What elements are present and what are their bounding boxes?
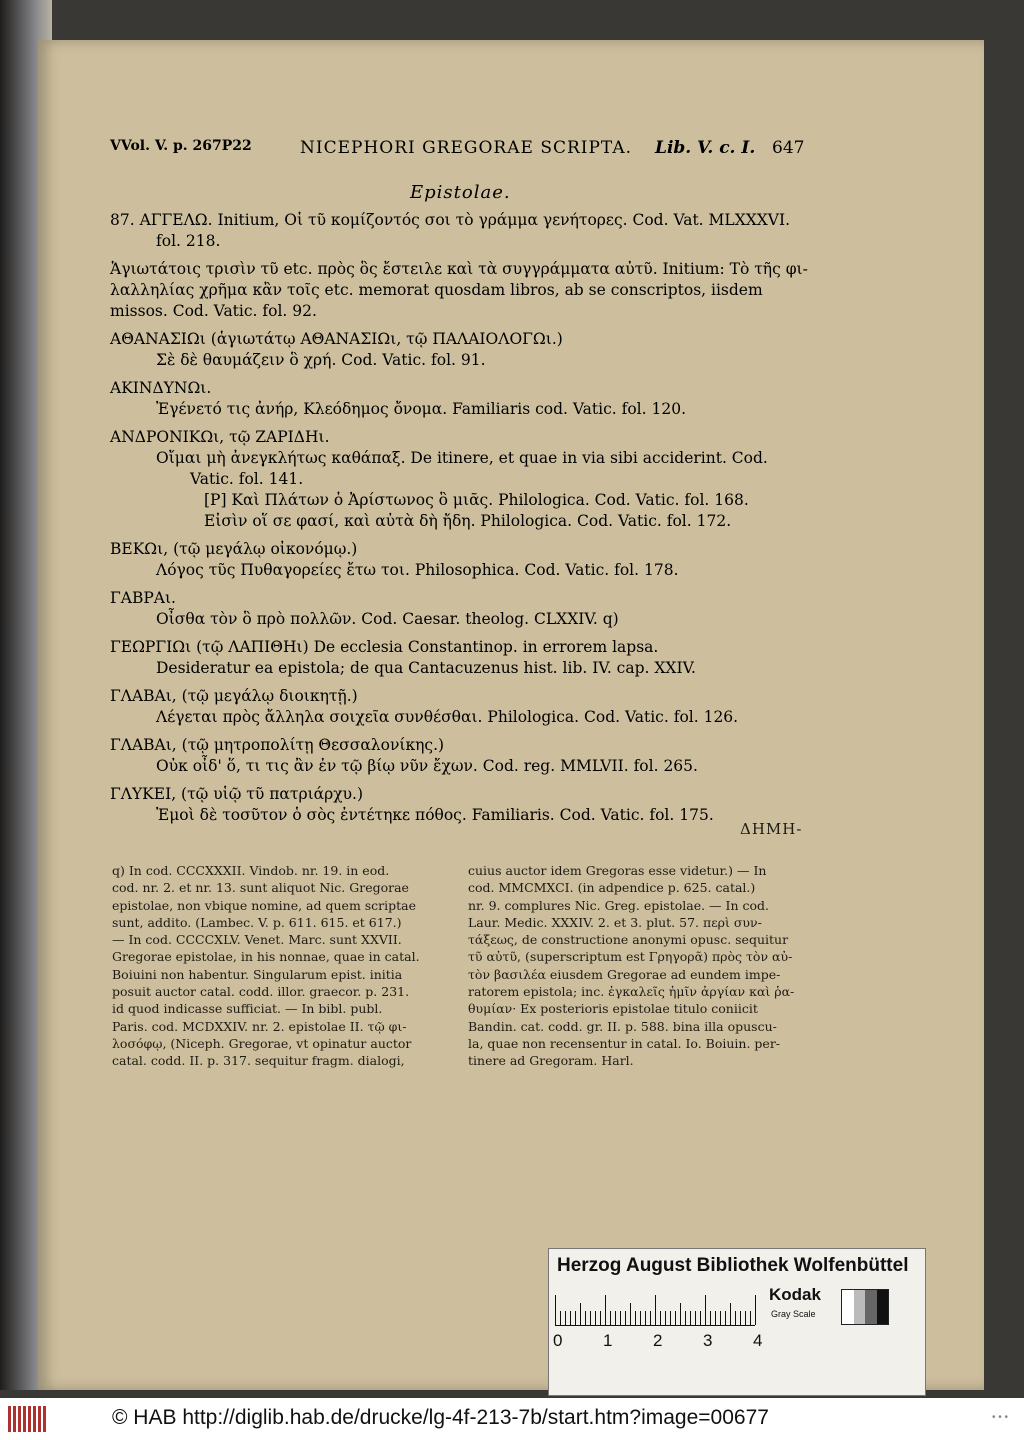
ruler-tick [645, 1311, 646, 1325]
letter-entry [110, 588, 810, 630]
letter-entry [110, 210, 810, 252]
letter-entry [110, 784, 810, 826]
entry-line: Λέγεται πρὸς ἄλληλα σοιχεῖα συνθέσθαι. Philologica. Cod. Vatic. fol. 126. [156, 708, 739, 726]
ruler-tick [750, 1311, 751, 1325]
entry-line: Vatic. fol. 141. [190, 470, 304, 488]
footnote-line: posuit auctor catal. codd. illor. graecor. p. 231. [112, 984, 410, 1000]
ruler-tick [735, 1311, 736, 1325]
dots-icon: • • • [991, 1412, 1008, 1423]
ruler-tick [660, 1311, 661, 1325]
footnote-line: τῦ αὐτῦ, (superscriptum est Γρηγορᾶ) πρὸς τὸν αὐ- [468, 949, 793, 965]
ruler-tick [685, 1311, 686, 1325]
entry-line: ΑΘΑΝΑΣΙΩι (ἁγιωτάτῳ ΑΘΑΝΑΣΙΩι, τῷ ΠΑΛΑΙΟΛΟΓΩι.) [110, 330, 563, 348]
ruler-tick [640, 1311, 641, 1325]
footnote-line: ratorem epistola; inc. ἐγκαλεῖς ἡμῖν ἀργίαν καὶ ῥα- [468, 984, 795, 1000]
ruler-tick [655, 1295, 656, 1325]
ruler-tick [605, 1295, 606, 1325]
footnote-line: id quod indicasse sufficiat. — In bibl. publ. [112, 1001, 383, 1017]
entry-line: Σὲ δὲ θαυμάζειν ὃ χρή. Cod. Vatic. fol. 91. [156, 351, 486, 369]
scale-number: 4 [753, 1331, 763, 1350]
entry-line: Ἐγένετό τις ἀνήρ, Κλεόδημος ὄνομα. Familiaris cod. Vatic. fol. 120. [156, 400, 686, 418]
footnote-line: Gregorae epistolae, in his nonnae, quae in catal. [112, 949, 420, 965]
letter-entry [110, 735, 810, 777]
ruler-tick [610, 1311, 611, 1325]
ruler-tick [730, 1303, 731, 1325]
ruler-tick [710, 1311, 711, 1325]
entry-line: ΒΕΚΩι, (τῷ μεγάλῳ οἰκονόμῳ.) [110, 540, 358, 558]
ruler-tick [705, 1295, 706, 1325]
footnote-line: la, quae non recensentur in catal. Io. Boiuin. per- [468, 1035, 781, 1051]
letter-entry [110, 686, 810, 728]
scale-number: 3 [703, 1331, 713, 1350]
footnote-line: q) In cod. CCCXXXII. Vindob. nr. 19. in eod. [112, 863, 390, 878]
entry-line: ΓΛΥΚΕΙ, (τῷ υἱῷ τῦ πατριάρχυ.) [110, 785, 364, 803]
entry-line: [P] Καὶ Πλάτων ὁ Ἀρίστωνος ὃ μιᾶς. Philologica. Cod. Vatic. fol. 168. [204, 491, 749, 509]
entry-line: ΓΛΑΒΑι, (τῷ μητροπολίτῃ Θεσσαλονίκης.) [110, 736, 445, 754]
footnote-line: epistolae, non vbique nomine, ad quem scriptae [112, 897, 417, 913]
ruler-tick [720, 1311, 721, 1325]
volume-reference: VVol. V. p. 267P22 [110, 138, 252, 154]
ruler-tick [615, 1311, 616, 1325]
footnote-line: nr. 9. complures Nic. Greg. epistolae. — In cod. [468, 897, 769, 913]
ruler-tick [700, 1311, 701, 1325]
entry-line: ΓΕΩΡΓΙΩι (τῷ ΛΑΠΙΘΗι) De ecclesia Constantinop. in errorem lapsa. [110, 638, 659, 656]
entry-line: Εἰσὶν οἵ σε φασί, καὶ αὐτὰ δὴ ἤδη. Philologica. Cod. Vatic. fol. 172. [204, 512, 732, 530]
footnote-line: cod. nr. 2. et nr. 13. sunt aliquot Nic. Gregorae [112, 880, 409, 896]
ruler-tick [580, 1303, 581, 1325]
ruler-tick [695, 1311, 696, 1325]
entry-line: ΑΝΔΡΟΝΙΚΩι, τῷ ΖΑΡΙΔΗι. [110, 428, 330, 446]
ruler-tick [575, 1311, 576, 1325]
ruler-tick [665, 1311, 666, 1325]
footnote-line: — In cod. CCCCXLV. Venet. Marc. sunt XXVII. [112, 932, 402, 948]
entry-line: Desideratur ea epistola; de qua Cantacuzenus hist. lib. IV. cap. XXIV. [156, 659, 696, 677]
ruler-tick [715, 1311, 716, 1325]
scale-number: 1 [603, 1331, 613, 1350]
entry-line: Ἐμοὶ δὲ τοσῦτον ὁ σὸς ἐντέτηκε πόθος. Familiaris. Cod. Vatic. fol. 175. [156, 806, 714, 824]
footnote-column-left [112, 862, 456, 1070]
footnote-line: cuius auctor idem Gregoras esse videtur.) — In [468, 863, 767, 878]
running-header [110, 138, 810, 168]
footnote-line: τάξεως, de constructione anonymi opusc. sequitur [468, 932, 789, 948]
entry-line: missos. Cod. Vatic. fol. 92. [110, 302, 317, 320]
ruler-tick [565, 1311, 566, 1325]
gray-scale-label: Gray Scale [771, 1309, 816, 1319]
ruler-tick [560, 1311, 561, 1325]
footnote-line: Bandin. cat. codd. gr. II. p. 588. bina illa opuscu- [468, 1018, 777, 1034]
footnote-line: λοσόφῳ, (Niceph. Gregorae, vt opinatur auctor [112, 1035, 412, 1051]
book-chapter: Lib. V. c. I. [655, 138, 756, 158]
footnote-line: tinere ad Gregoram. Harl. [468, 1053, 634, 1069]
letter-entry [110, 378, 810, 420]
ruler-tick [620, 1311, 621, 1325]
footnote-line: cod. MMCMXCI. (in adpendice p. 625. catal.) [468, 880, 756, 896]
ruler-tick [570, 1311, 571, 1325]
ruler-tick [670, 1311, 671, 1325]
footnote-line: Paris. cod. MCDXXIV. nr. 2. epistolae II. τῷ φι- [112, 1018, 407, 1034]
letter-entry [110, 259, 810, 322]
page-number: 647 [772, 138, 805, 158]
scale-number: 0 [553, 1331, 563, 1350]
entry-line: ΓΑΒΡΑι. [110, 589, 176, 607]
ruler-tick [755, 1295, 756, 1325]
hab-logo-icon [8, 1406, 48, 1432]
copyright-url[interactable]: © HAB http://diglib.hab.de/drucke/lg-4f-213-7b/start.htm?image=00677 [112, 1406, 769, 1429]
entry-line: λαλληλίας χρῆμα κἂν τοῖς etc. memorat quosdam libros, ab se conscriptos, iisdem [110, 281, 763, 299]
footnote-line: catal. codd. II. p. 317. sequitur fragm. dialogi, [112, 1053, 405, 1069]
ruler-tick [555, 1295, 556, 1325]
entry-line: Ἁγιωτάτοις τρισὶν τῦ etc. πρὸς ὃς ἔστειλε καὶ τὰ συγγράμματα αὐτῦ. Initium: Τὸ τῆς φι- [110, 260, 808, 278]
entry-line: ΑΚΙΝΔΥΝΩι. [110, 379, 212, 397]
footnote-line: Laur. Medic. XXXIV. 2. et 3. plut. 57. περὶ συν- [468, 914, 762, 930]
ruler-tick [625, 1311, 626, 1325]
ruler-tick [690, 1311, 691, 1325]
ruler-tick [600, 1311, 601, 1325]
footnote-column-right [468, 862, 812, 1070]
ruler-tick [725, 1311, 726, 1325]
kodak-logo: Kodak [769, 1285, 821, 1304]
library-label [548, 1248, 926, 1396]
letter-entry [110, 329, 810, 371]
ruler-tick [745, 1311, 746, 1325]
entry-line: Οὐκ οἶδ' ὅ, τι τις ἂν ἐν τῷ βίῳ νῦν ἔχων. Cod. reg. MMLVII. fol. 265. [156, 757, 698, 775]
letter-entry [110, 637, 810, 679]
gray-scale-patch [841, 1289, 889, 1325]
section-title: Epistolae. [410, 182, 511, 203]
ruler-tick [630, 1303, 631, 1325]
ruler-tick [650, 1311, 651, 1325]
footnote-line: τὸν βασιλέα eiusdem Gregorae ad eundem impe- [468, 966, 781, 982]
footnote-line: θυμίαν· Ex posterioris epistolae titulo coniicit [468, 1001, 758, 1017]
ruler-tick [635, 1311, 636, 1325]
entry-line: fol. 218. [156, 232, 221, 250]
catchword: ΔΗΜΗ- [740, 820, 803, 838]
scale-number: 2 [653, 1331, 663, 1350]
footer-bar [0, 1398, 1024, 1440]
ruler-tick [740, 1311, 741, 1325]
epistolae-list [110, 210, 810, 833]
footnote-line: Boiuini non habentur. Singularum epist. initia [112, 966, 403, 982]
entry-line: 87. ΑΓΓΕΛΩ. Initium, Οἱ τῦ κομίζοντός σοι τὸ γράμμα γενήτορες. Cod. Vat. MLXXXVI. [110, 211, 791, 229]
ruler-tick [590, 1311, 591, 1325]
letter-entry [110, 427, 810, 532]
ruler-tick [680, 1303, 681, 1325]
entry-line: Λόγος τῦς Πυθαγορείες ἔτω τοι. Philosophica. Cod. Vatic. fol. 178. [156, 561, 679, 579]
entry-line: Οἶσθα τὸν ὃ πρὸ πολλῶν. Cod. Caesar. theolog. CLXXIV. q) [156, 610, 619, 628]
running-title: NICEPHORI GREGORAE SCRIPTA. [300, 138, 633, 158]
letter-entry [110, 539, 810, 581]
scale-ruler [555, 1289, 755, 1326]
entry-line: ΓΛΑΒΑι, (τῷ μεγάλῳ διοικητῇ.) [110, 687, 358, 705]
entry-line: Οἴμαι μὴ ἀνεγκλήτως καθάπαξ. De itinere, et quae in via sibi acciderint. Cod. [156, 449, 768, 467]
footnote-line: sunt, addito. (Lambec. V. p. 611. 615. et 617.) [112, 914, 402, 930]
ruler-tick [675, 1311, 676, 1325]
ruler-tick [595, 1311, 596, 1325]
ruler-tick [585, 1311, 586, 1325]
library-name: Herzog August Bibliothek Wolfenbüttel [557, 1255, 909, 1276]
